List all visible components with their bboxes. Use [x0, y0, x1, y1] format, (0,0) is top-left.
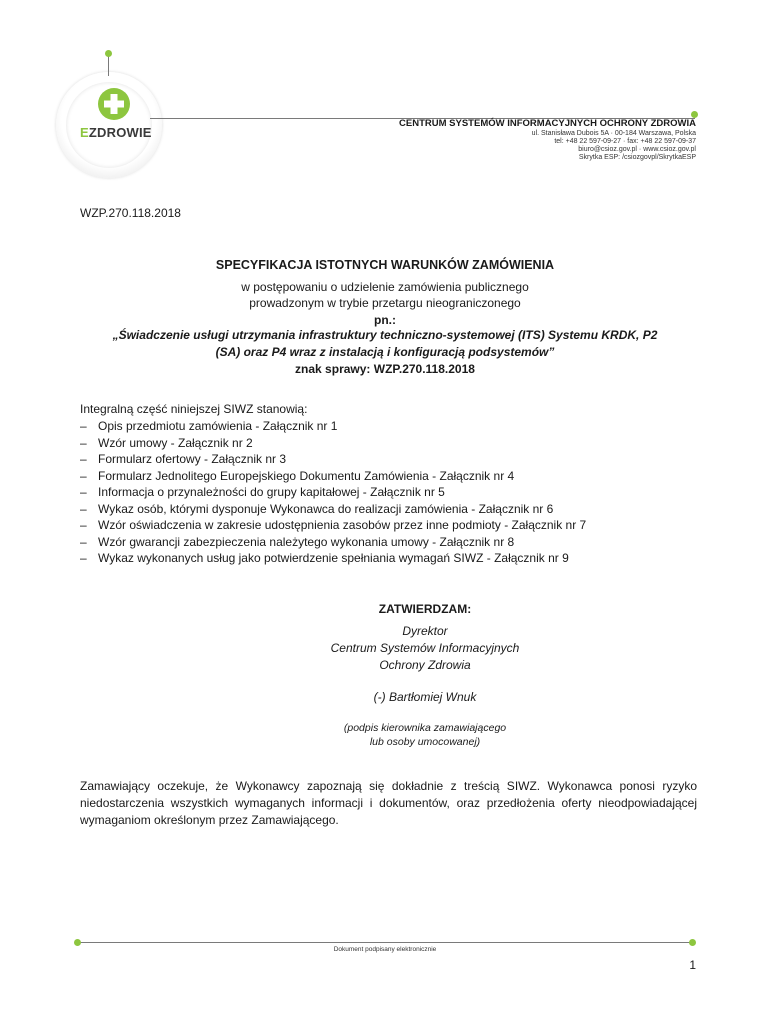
- logo-text: EZDROWIE: [80, 125, 152, 140]
- subject-line1: „Świadczenie usługi utrzymania infrastruktury techniczno-systemowej (ITS) Systemu KRDK, P2: [112, 328, 658, 342]
- signature-note-line2: lub osoby umocowanej): [369, 736, 481, 748]
- page-number: 1: [689, 958, 696, 972]
- attachment-label: Wykaz osób, którymi dysponuje Wykonawca do realizacji zamówienia - Załącznik nr 6: [98, 501, 554, 516]
- org-contact: biuro@csioz.gov.pl · www.csioz.gov.pl: [578, 146, 696, 153]
- list-dash: –: [80, 518, 87, 532]
- list-item: [80, 435, 586, 452]
- list-item: [80, 484, 586, 501]
- list-dash: –: [80, 468, 87, 483]
- approve-label: ZATWIERDZAM:: [378, 602, 472, 616]
- signatory-org-line1: Centrum Systemów Informacyjnych: [330, 641, 520, 655]
- attachments-list: [80, 418, 586, 567]
- org-address: ul. Stanisława Dubois 5A · 00-184 Warszawa, Polska: [531, 130, 696, 137]
- attachment-label: Wzór oświadczenia w zakresie udostępnienia zasobów przez inne podmioty - Załącznik nr 7: [98, 518, 587, 532]
- signed-note: Dokument podpisany elektronicznie: [333, 946, 437, 953]
- document-reference: WZP.270.118.2018: [80, 206, 181, 220]
- attachments-intro: Integralną część niniejszej SIWZ stanowią:: [80, 402, 308, 416]
- list-item: [80, 550, 586, 567]
- list-dash: –: [80, 485, 87, 499]
- pn-label: pn.:: [374, 313, 396, 327]
- org-esp: Skrytka ESP: /csiozgovpl/SkrytkaESP: [578, 154, 696, 161]
- signatory-title: Dyrektor: [402, 624, 448, 638]
- org-phone: tel: +48 22 597-09-27 · fax: +48 22 597-09-37: [554, 138, 696, 145]
- footer-dot-right: [689, 939, 696, 946]
- attachment-label: Informacja o przynależności do grupy kapitałowej - Załącznik nr 5: [98, 485, 445, 499]
- list-item: [80, 534, 586, 551]
- attachment-label: Formularz Jednolitego Europejskiego Dokumentu Zamówienia - Załącznik nr 4: [98, 468, 515, 483]
- attachment-label: Wzór gwarancji zabezpieczenia należytego wykonania umowy - Załącznik nr 8: [98, 534, 515, 549]
- header-dot-right: [691, 111, 698, 118]
- signer-name: (-) Bartłomiej Wnuk: [373, 690, 477, 704]
- header-line-left: [108, 54, 109, 76]
- notice-paragraph: Zamawiający oczekuje, że Wykonawcy zapoznają się dokładnie z treścią SIWZ. Wykonawca ponosi ryzyko niedostarczenia wszystkich wymaganych informacji i dokumentów, oraz przedłożenia oferty nieodpowiadającej wymaganiom określonym przez Zamawiającego.: [80, 779, 697, 827]
- list-dash: –: [80, 419, 87, 433]
- subtitle-line1: w postępowaniu o udzielenie zamówienia publicznego: [241, 280, 529, 294]
- signatory-org-line2: Ochrony Zdrowia: [379, 658, 471, 672]
- attachment-label: Wykaz wykonanych usług jako potwierdzenie spełniania wymagań SIWZ - Załącznik nr 9: [98, 551, 569, 565]
- footer-dot-left: [74, 939, 81, 946]
- list-dash: –: [80, 452, 87, 466]
- list-dash: –: [80, 501, 87, 516]
- org-name: CENTRUM SYSTEMÓW INFORMACYJNYCH OCHRONY ZDROWIA: [399, 118, 696, 129]
- signature-note-line1: (podpis kierownika zamawiającego: [343, 722, 507, 734]
- subtitle-line2: prowadzonym w trybie przetargu nieograniczonego: [249, 296, 521, 310]
- list-dash: –: [80, 534, 87, 549]
- list-item: [80, 517, 586, 534]
- document-title: SPECYFIKACJA ISTOTNYCH WARUNKÓW ZAMÓWIENIA: [215, 258, 555, 272]
- case-number: znak sprawy: WZP.270.118.2018: [295, 362, 475, 376]
- subject-line2: (SA) oraz P4 wraz z instalacją i konfiguracją podsystemów”: [215, 345, 555, 359]
- list-item: [80, 451, 586, 468]
- footer-rule: [80, 942, 692, 943]
- medical-cross-icon: [98, 88, 130, 120]
- list-dash: –: [80, 551, 87, 565]
- attachment-label: Formularz ofertowy - Załącznik nr 3: [98, 452, 287, 466]
- attachment-label: Opis przedmiotu zamówienia - Załącznik nr 1: [98, 419, 338, 433]
- list-dash: –: [80, 435, 87, 450]
- list-item: [80, 418, 586, 435]
- list-item: [80, 468, 586, 485]
- attachment-label: Wzór umowy - Załącznik nr 2: [98, 435, 253, 450]
- list-item: [80, 501, 586, 518]
- header-dot-top: [105, 50, 112, 57]
